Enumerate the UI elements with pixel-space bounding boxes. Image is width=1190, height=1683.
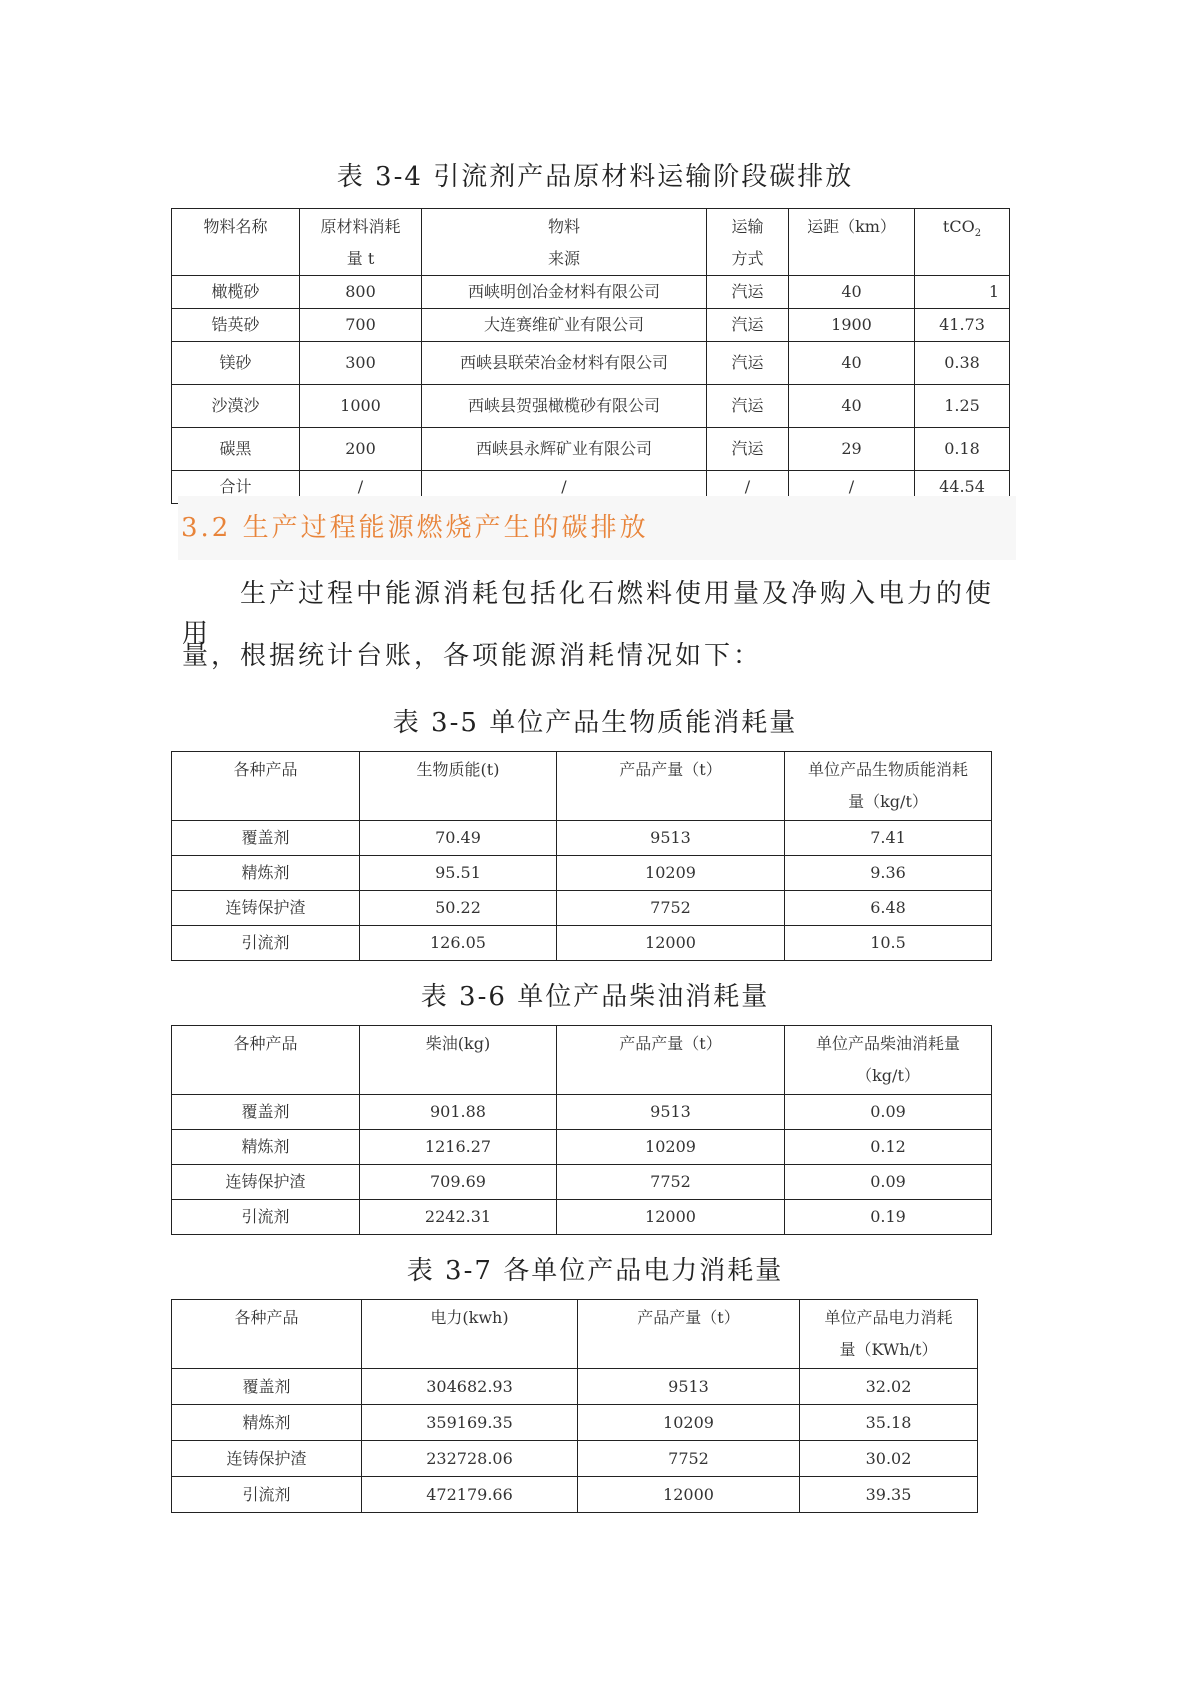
- cell-mode: 汽运: [707, 276, 789, 309]
- table-3-7-caption: 表 3-7 各单位产品电力消耗量: [406, 1256, 784, 1286]
- cell-qty: 800: [300, 276, 422, 309]
- header-consumption-line1: 原材料消耗: [320, 217, 401, 236]
- cell-qty: 700: [300, 309, 422, 342]
- header-diesel: 柴油(kg): [360, 1026, 557, 1095]
- header-source-line2: 来源: [547, 249, 580, 268]
- cell-product: 精炼剂: [172, 1130, 360, 1165]
- cell-energy: 1216.27: [360, 1130, 557, 1165]
- table-row: [172, 1441, 978, 1477]
- table-header-row: [172, 209, 1010, 276]
- cell-energy: 2242.31: [360, 1200, 557, 1235]
- cell-energy: 232728.06: [362, 1441, 578, 1477]
- header-mode-line1: 运输: [731, 217, 764, 236]
- table-row: [172, 1477, 978, 1513]
- cell-unit: 7.41: [785, 821, 992, 856]
- table-row: [172, 385, 1010, 428]
- table-3-7: [171, 1299, 978, 1513]
- cell-energy: 472179.66: [362, 1477, 578, 1513]
- paragraph-line-1: 生产过程中能源消耗包括化石燃料使用量及净购入电力的使用: [182, 579, 995, 649]
- cell-energy: 901.88: [360, 1095, 557, 1130]
- cell-source: 大连赛维矿业有限公司: [422, 309, 707, 342]
- cell-product: 覆盖剂: [172, 1095, 360, 1130]
- cell-product: 引流剂: [172, 1477, 362, 1513]
- header-electricity: 电力(kwh): [362, 1300, 578, 1369]
- cell-unit: 0.09: [785, 1165, 992, 1200]
- cell-material: 橄榄砂: [172, 276, 300, 309]
- cell-co2: 1.25: [915, 385, 1010, 428]
- header-material-name: 物料名称: [172, 209, 300, 276]
- cell-output: 12000: [557, 926, 785, 961]
- cell-mode: 汽运: [707, 385, 789, 428]
- cell-unit: 6.48: [785, 891, 992, 926]
- cell-unit: 0.19: [785, 1200, 992, 1235]
- cell-distance: 40: [789, 276, 915, 309]
- cell-mode: /: [707, 471, 789, 504]
- table-row: [172, 1200, 992, 1235]
- table-3-5-caption: 表 3-5 单位产品生物质能消耗量: [392, 708, 798, 738]
- cell-output: 12000: [557, 1200, 785, 1235]
- cell-energy: 70.49: [360, 821, 557, 856]
- cell-product: 引流剂: [172, 1200, 360, 1235]
- cell-product: 精炼剂: [172, 1405, 362, 1441]
- header-output: 产品产量（t）: [557, 1026, 785, 1095]
- header-distance: 运距（km）: [789, 209, 915, 276]
- cell-output: 9513: [578, 1369, 800, 1405]
- cell-unit: 35.18: [800, 1405, 978, 1441]
- cell-energy: 50.22: [360, 891, 557, 926]
- cell-source: /: [422, 471, 707, 504]
- header-unit-consumption: [785, 1026, 992, 1095]
- cell-energy: 95.51: [360, 856, 557, 891]
- cell-source: 西峡明创冶金材料有限公司: [422, 276, 707, 309]
- cell-output: 10209: [557, 856, 785, 891]
- cell-product: 覆盖剂: [172, 1369, 362, 1405]
- cell-output: 10209: [578, 1405, 800, 1441]
- header-unit-line2: 量（kg/t）: [848, 792, 928, 811]
- cell-output: 10209: [557, 1130, 785, 1165]
- table-row: [172, 1095, 992, 1130]
- table-header-row: [172, 1026, 992, 1095]
- section-heading: 3.2 生产过程能源燃烧产生的碳排放: [178, 496, 1016, 560]
- header-product: 各种产品: [172, 1300, 362, 1369]
- cell-distance: 1900: [789, 309, 915, 342]
- cell-source: 西峡县永辉矿业有限公司: [422, 428, 707, 471]
- cell-source: 西峡县贺强橄榄砂有限公司: [422, 385, 707, 428]
- cell-energy: 304682.93: [362, 1369, 578, 1405]
- header-unit-consumption: [800, 1300, 978, 1369]
- table-row: [172, 821, 992, 856]
- cell-energy: 126.05: [360, 926, 557, 961]
- cell-total-label: 合计: [172, 471, 300, 504]
- table-3-4-caption: 表 3-4 引流剂产品原材料运输阶段碳排放: [336, 162, 854, 192]
- table-3-4: [171, 208, 1010, 504]
- header-biomass: 生物质能(t): [360, 752, 557, 821]
- cell-product: 连铸保护渣: [172, 1441, 362, 1477]
- cell-product: 连铸保护渣: [172, 1165, 360, 1200]
- cell-mode: 汽运: [707, 428, 789, 471]
- cell-material: 碳黑: [172, 428, 300, 471]
- cell-qty: /: [300, 471, 422, 504]
- header-unit-line2: （kg/t）: [856, 1066, 920, 1085]
- cell-unit: 10.5: [785, 926, 992, 961]
- cell-output: 12000: [578, 1477, 800, 1513]
- cell-output: 9513: [557, 821, 785, 856]
- header-unit-line2: 量（KWh/t）: [839, 1340, 938, 1359]
- table-3-6: [171, 1025, 992, 1235]
- cell-product: 覆盖剂: [172, 821, 360, 856]
- header-unit-line1: 单位产品电力消耗: [824, 1308, 953, 1327]
- cell-mode: 汽运: [707, 309, 789, 342]
- header-output: 产品产量（t）: [578, 1300, 800, 1369]
- table-row: [172, 856, 992, 891]
- cell-co2: 0.18: [915, 428, 1010, 471]
- cell-unit: 39.35: [800, 1477, 978, 1513]
- table-row: [172, 342, 1010, 385]
- header-unit-line1: 单位产品柴油消耗量: [815, 1034, 960, 1053]
- table-row: [172, 1405, 978, 1441]
- header-product: 各种产品: [172, 1026, 360, 1095]
- table-row: [172, 891, 992, 926]
- header-unit-consumption: [785, 752, 992, 821]
- cell-co2-total: 44.54: [915, 471, 1010, 504]
- header-product: 各种产品: [172, 752, 360, 821]
- cell-source: 西峡县联荣冶金材料有限公司: [422, 342, 707, 385]
- cell-mode: 汽运: [707, 342, 789, 385]
- header-mode-line2: 方式: [731, 249, 764, 268]
- cell-product: 引流剂: [172, 926, 360, 961]
- table-header-row: [172, 1300, 978, 1369]
- cell-product: 连铸保护渣: [172, 891, 360, 926]
- table-3-5: [171, 751, 992, 961]
- header-transport-mode: [707, 209, 789, 276]
- cell-unit: 9.36: [785, 856, 992, 891]
- table-row: [172, 1369, 978, 1405]
- cell-output: 7752: [578, 1441, 800, 1477]
- table-row: [172, 428, 1010, 471]
- table-row: [172, 276, 1010, 309]
- header-tco2: tCO$_2$: [915, 209, 1010, 276]
- cell-output: 7752: [557, 891, 785, 926]
- table-row: [172, 309, 1010, 342]
- cell-qty: 300: [300, 342, 422, 385]
- header-source: [422, 209, 707, 276]
- cell-unit: 32.02: [800, 1369, 978, 1405]
- cell-energy: 359169.35: [362, 1405, 578, 1441]
- header-consumption: [300, 209, 422, 276]
- cell-material: 沙漠沙: [172, 385, 300, 428]
- cell-output: 7752: [557, 1165, 785, 1200]
- cell-distance: 40: [789, 385, 915, 428]
- cell-material: 镁砂: [172, 342, 300, 385]
- header-unit-line1: 单位产品生物质能消耗: [807, 760, 968, 779]
- cell-co2: 0.38: [915, 342, 1010, 385]
- table-3-6-caption: 表 3-6 单位产品柴油消耗量: [420, 982, 770, 1012]
- paragraph-line-2: 量，根据统计台账，各项能源消耗情况如下：: [182, 641, 763, 671]
- cell-qty: 200: [300, 428, 422, 471]
- cell-co2: 1: [915, 276, 1010, 309]
- cell-unit: 0.12: [785, 1130, 992, 1165]
- table-header-row: [172, 752, 992, 821]
- cell-product: 精炼剂: [172, 856, 360, 891]
- cell-unit: 30.02: [800, 1441, 978, 1477]
- table-row: [172, 1130, 992, 1165]
- cell-energy: 709.69: [360, 1165, 557, 1200]
- header-output: 产品产量（t）: [557, 752, 785, 821]
- header-consumption-line2: 量 t: [346, 249, 375, 268]
- cell-output: 9513: [557, 1095, 785, 1130]
- cell-unit: 0.09: [785, 1095, 992, 1130]
- cell-material: 锆英砂: [172, 309, 300, 342]
- table-row: [172, 1165, 992, 1200]
- cell-co2: 41.73: [915, 309, 1010, 342]
- table-row: [172, 926, 992, 961]
- cell-qty: 1000: [300, 385, 422, 428]
- cell-distance: /: [789, 471, 915, 504]
- cell-distance: 29: [789, 428, 915, 471]
- cell-distance: 40: [789, 342, 915, 385]
- header-source-line1: 物料: [547, 217, 580, 236]
